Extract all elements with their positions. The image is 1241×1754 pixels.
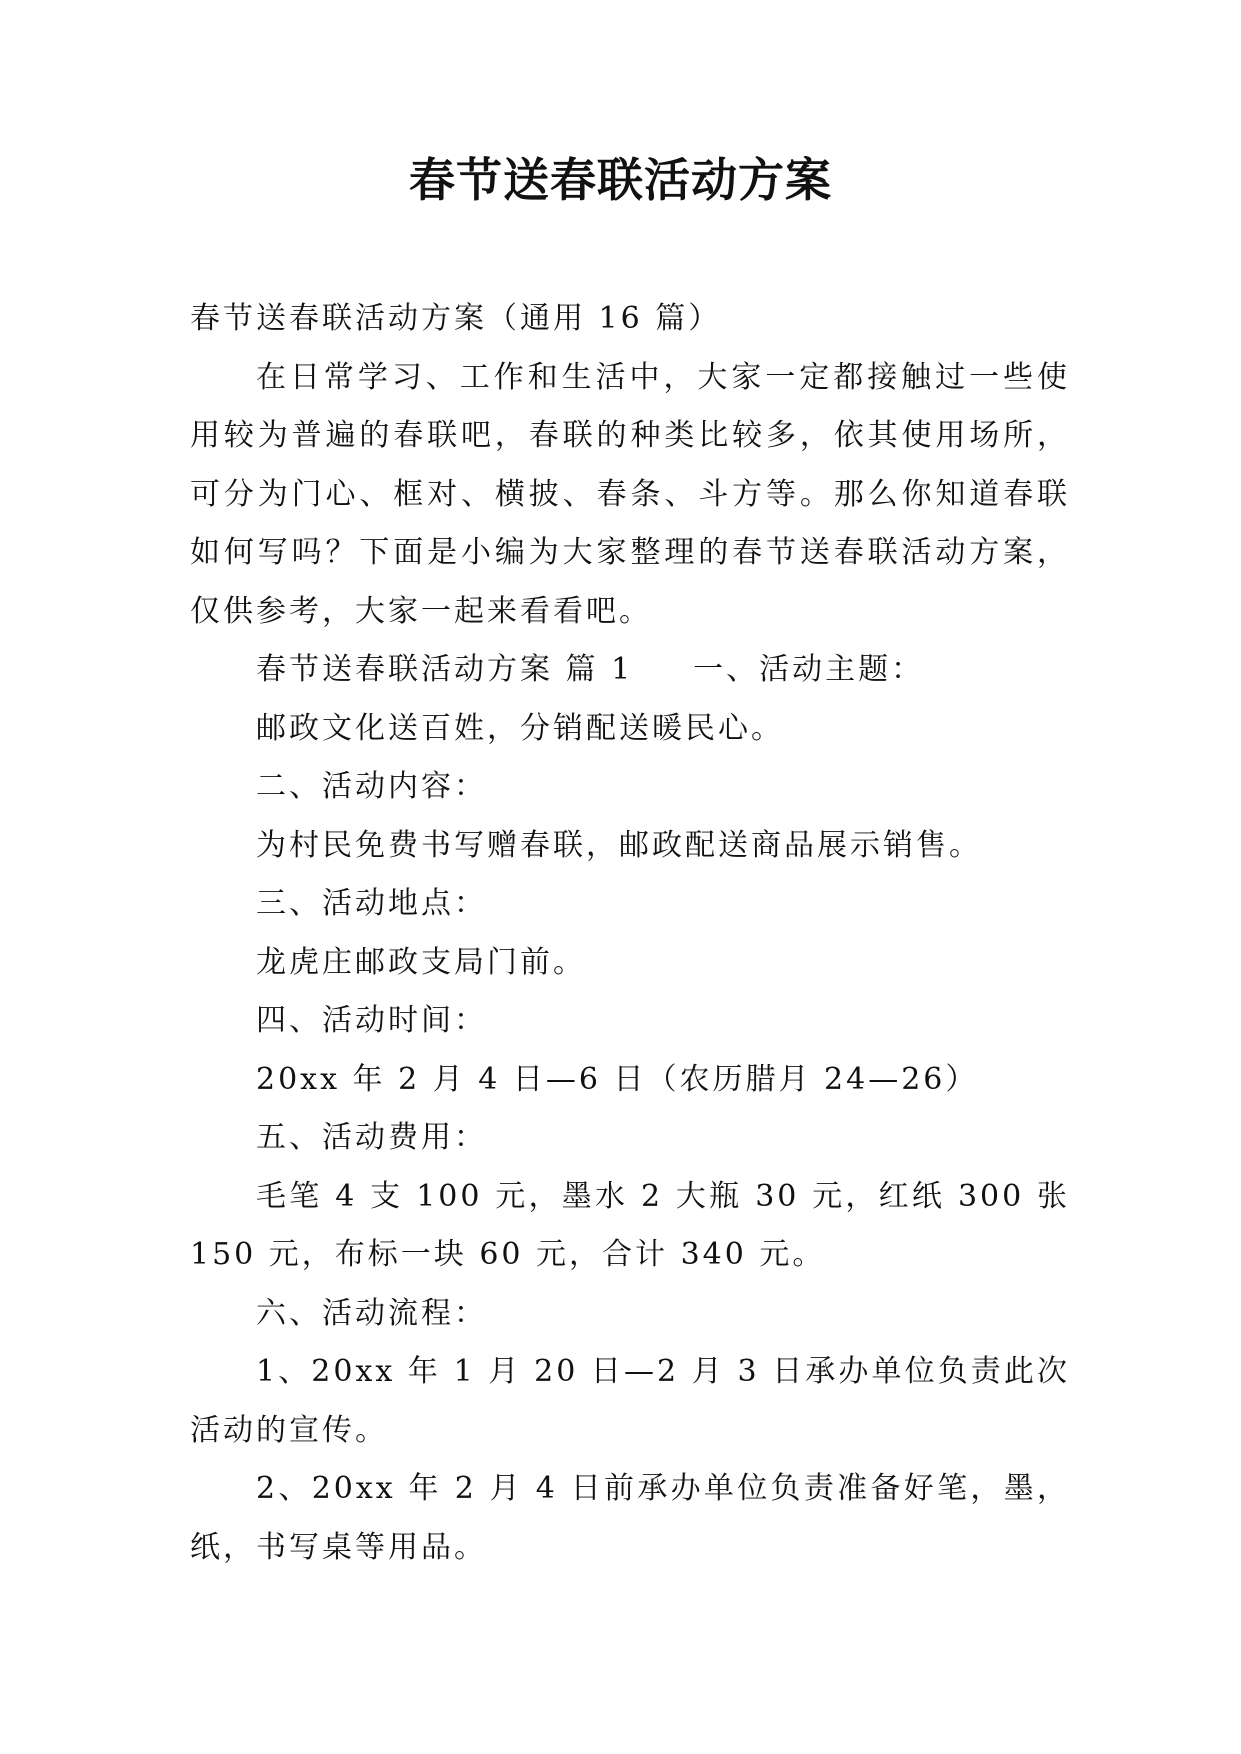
heading-process: 六、活动流程： (256, 1295, 487, 1331)
time-text: 20xx 年 2 月 4 日—6 日（农历腊月 24—26） (256, 1061, 979, 1097)
process-step-1: 1、20xx 年 1 月 20 日—2 月 3 日承办单位负责此次活动的宣传。 (190, 1354, 1070, 1448)
document-body (190, 290, 1070, 1577)
section-heading-line (190, 641, 1070, 700)
theme-text: 邮政文化送百姓，分销配送暖民心。 (256, 710, 784, 746)
heading-content: 二、活动内容： (256, 769, 487, 804)
content-text: 为村民免费书写赠春联，邮政配送商品展示销售。 (256, 827, 982, 863)
document-title: 春节送春联活动方案 (409, 153, 832, 207)
heading-theme: 一、活动主题： (693, 652, 925, 687)
intro-paragraph: 在日常学习、工作和生活中，大家一定都接触过一些使用较为普遍的春联吧，春联的种类比较多，依其使用场所，可分为门心、框对、横披、春条、斗方等。那么你知道春联如何写吗？下面是小编为大家整理的春节送春联活动方案，仅供参考，大家一起来看看吧。 (190, 359, 1070, 629)
document-subtitle: 春节送春联活动方案（通用 16 篇） (190, 301, 722, 336)
heading-time: 四、活动时间： (256, 1003, 487, 1038)
heading-cost: 五、活动费用： (256, 1120, 487, 1155)
location-text: 龙虎庄邮政支局门前。 (256, 944, 586, 980)
section-heading: 春节送春联活动方案 篇 1 (256, 652, 634, 687)
cost-text: 毛笔 4 支 100 元，墨水 2 大瓶 30 元，红纸 300 张 150 元，布标一块 60 元，合计 340 元。 (190, 1178, 1070, 1272)
process-step-2: 2、20xx 年 2 月 4 日前承办单位负责准备好笔，墨，纸，书写桌等用品。 (190, 1471, 1070, 1565)
heading-location: 三、活动地点： (256, 886, 487, 921)
